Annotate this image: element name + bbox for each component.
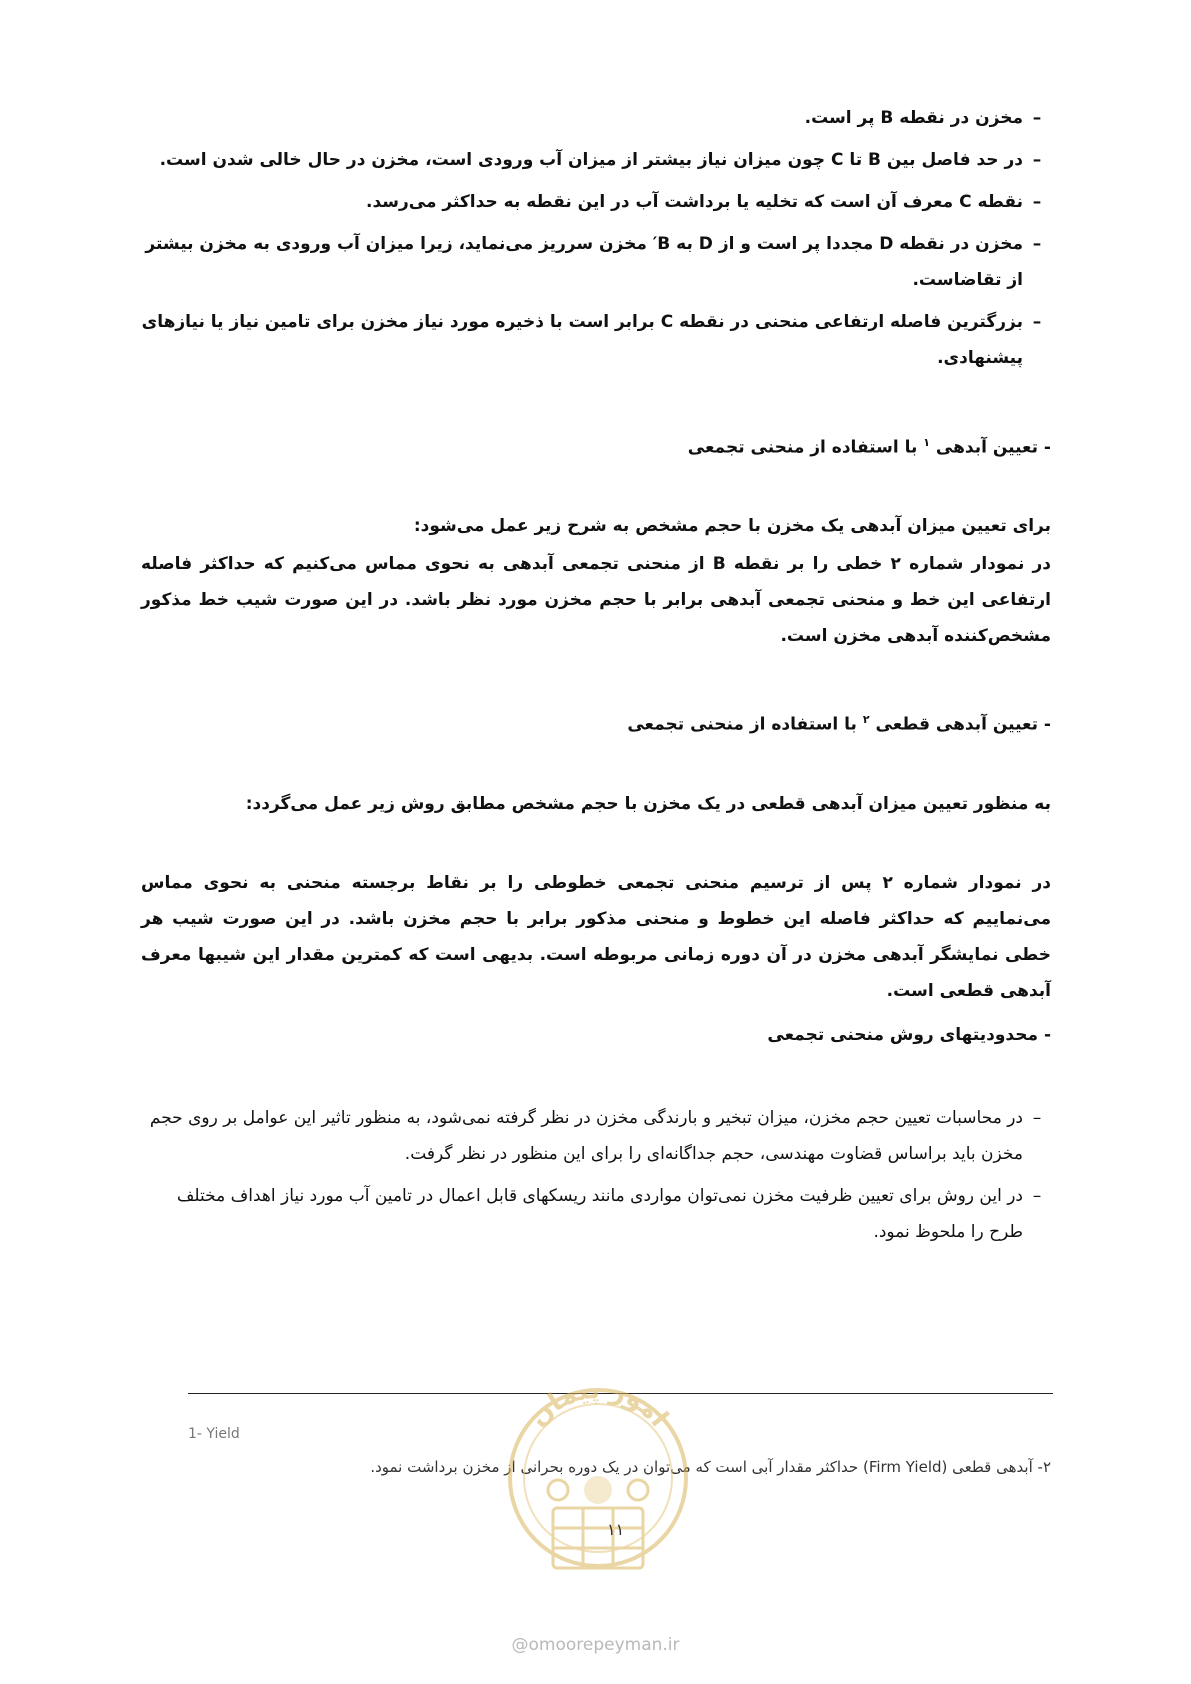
limitations-list: [141, 1100, 1051, 1256]
svg-text:امور پیمان: [523, 1378, 674, 1433]
list-item: – در محاسبات تعیین حجم مخزن، میزان تبخیر و بارندگی مخزن در نظر گرفته نمی‌شود، به منظور تاثیر این عوامل بر روی حجم مخزن باید براساس قضاوت مهندسی، حجم جداگانه‌ای را برای این منظور در نظر گرفت.: [141, 1100, 1051, 1172]
footnote-ref: ۱: [923, 436, 930, 449]
footnote-2: ۲- آبدهی قطعی (Firm Yield) حداکثر مقدار آبی است که می‌توان در یک دوره بحرانی از مخزن برداشت نمود.: [370, 1458, 1051, 1476]
page-number: ۱۱: [607, 1520, 625, 1539]
bullet-text: مخزن در نقطه B پر است.: [804, 108, 1023, 128]
watermark-logo-icon: [498, 1378, 698, 1618]
bullet-text: در این روش برای تعیین ظرفیت مخزن نمی‌توان مواردی مانند ریسکهای قابل اعمال در تامین آب مورد نیاز اهداف مختلف طرح را ملحوظ نمود.: [176, 1186, 1023, 1242]
section-heading-yield: - تعیین آبدهی $^۱$ با استفاده از منحنی تجمعی: [687, 436, 1051, 458]
list-item: – در این روش برای تعیین ظرفیت مخزن نمی‌توان مواردی مانند ریسکهای قابل اعمال در تامین آب مورد نیاز اهداف مختلف طرح را ملحوظ نمود.: [141, 1178, 1051, 1250]
section-heading-limitations: - محدودیتهای روش منحنی تجمعی: [767, 1025, 1051, 1045]
list-item: – در حد فاصل بین B تا C چون میزان نیاز بیشتر از میزان آب ورودی است، مخزن در حال خالی شدن است.: [141, 142, 1051, 178]
section-intro: به منظور تعیین میزان آبدهی قطعی در یک مخزن با حجم مشخص مطابق روش زیر عمل می‌گردد:: [245, 794, 1051, 814]
section-body: در نمودار شماره ۲ خطی را بر نقطه B از منحنی تجمعی آبدهی به نحوی مماس می‌کنیم که حداکثر فاصله ارتفاعی این خط و منحنی تجمعی آبدهی برابر با حجم مخزن مورد نظر باشد. در این صورت شیب خط مذکور مشخص‌کننده آبدهی مخزن است.: [141, 554, 1051, 646]
list-item: – نقطه C معرف آن است که تخلیه یا برداشت آب در این نقطه به حداکثر می‌رسد.: [141, 184, 1051, 220]
footnote-ref: ۲: [862, 713, 870, 726]
top-bullet-list: [141, 100, 1051, 382]
section-intro: برای تعیین میزان آبدهی یک مخزن با حجم مشخص به شرح زیر عمل می‌شود:: [413, 516, 1051, 536]
section-body: در نمودار شماره ۲ پس از ترسیم منحنی تجمعی خطوطی را بر نقاط برجسته منحنی به نحوی مماس می‌نماییم که حداکثر فاصله این خطوط و منحنی مذکور برابر با حجم مخزن باشد. در این صورت شیب هر خطی نمایشگر آبدهی مخزن در آن دوره زمانی مربوطه است. بدیهی است که کمترین مقدار این شیبها معرف آبدهی قطعی است.: [141, 873, 1051, 1001]
bullet-text: بزرگترین فاصله ارتفاعی منحنی در نقطه C برابر است با ذخیره مورد نیاز مخزن برای تامین نیاز یا نیازهای پیشنهادی.: [141, 312, 1023, 368]
bullet-text: نقطه C معرف آن است که تخلیه یا برداشت آب در این نقطه به حداکثر می‌رسد.: [365, 192, 1023, 212]
section-heading-firm-yield: - تعیین آبدهی قطعی $^۲$ با استفاده از منحنی تجمعی: [627, 713, 1051, 735]
bullet-text: در حد فاصل بین B تا C چون میزان نیاز بیشتر از میزان آب ورودی است، مخزن در حال خالی شدن است.: [159, 150, 1023, 170]
bullet-text: در محاسبات تعیین حجم مخزن، میزان تبخیر و بارندگی مخزن در نظر گرفته نمی‌شود، به منظور تاثیر این عوامل بر روی حجم مخزن باید براساس قضاوت مهندسی، حجم جداگانه‌ای را برای این منظور در نظر گرفت.: [149, 1108, 1023, 1164]
list-item: – بزرگترین فاصله ارتفاعی منحنی در نقطه C برابر است با ذخیره مورد نیاز مخزن برای تامین نیاز یا نیازهای پیشنهادی.: [141, 304, 1051, 376]
watermark-logo-text: امور پیمان: [523, 1378, 674, 1433]
footnote-1: 1- Yield: [188, 1426, 240, 1442]
watermark-url: @omoorepeyman.ir: [511, 1635, 680, 1655]
list-item: – مخزن در نقطه D مجددا پر است و از D به B′ مخزن سرریز می‌نماید، زیرا میزان آب ورودی به مخزن بیشتر از تقاضاست.: [141, 226, 1051, 298]
bullet-text: مخزن در نقطه D مجددا پر است و از D به B′ مخزن سرریز می‌نماید، زیرا میزان آب ورودی به مخزن بیشتر از تقاضاست.: [145, 234, 1023, 290]
list-item: – مخزن در نقطه B پر است.: [141, 100, 1051, 136]
